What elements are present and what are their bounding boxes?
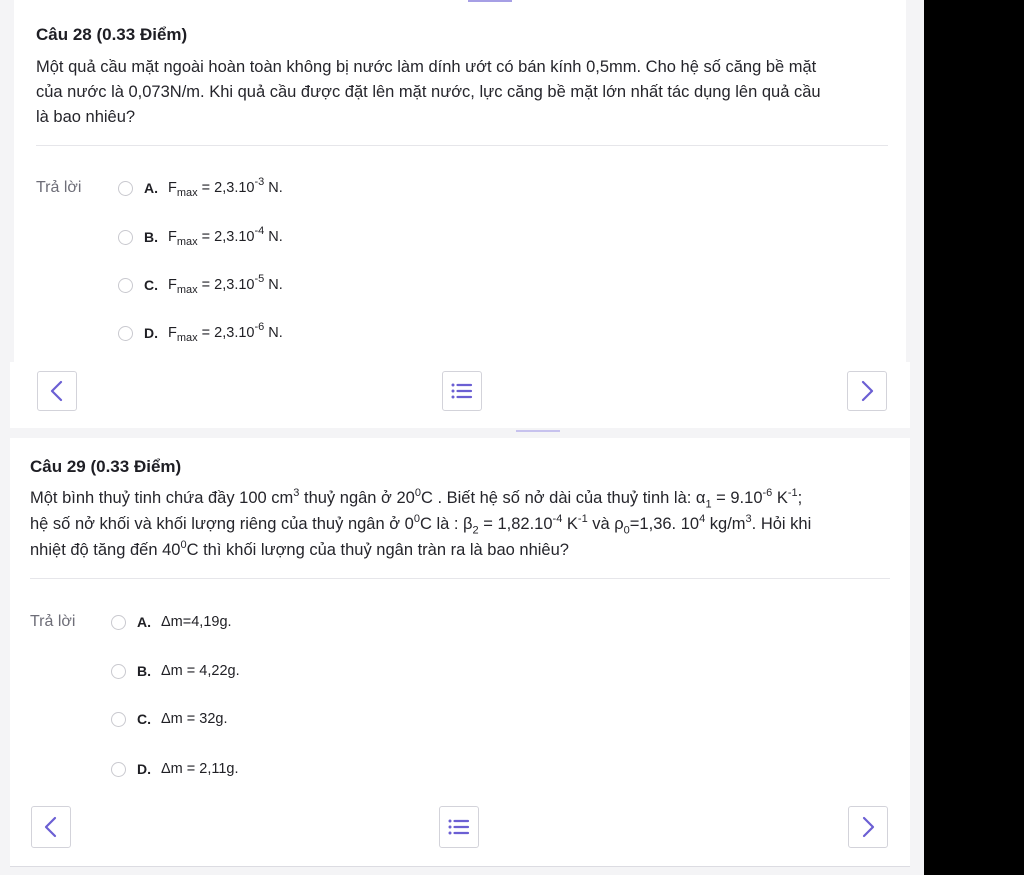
question-28-line-1: Một quả cầu mặt ngoài hoàn toàn không bị nước làm dính ướt có bán kính 0,5mm. Cho hệ số căng bề mặt: [36, 58, 817, 76]
top-accent-bar: [468, 0, 512, 2]
option-letter: B.: [137, 663, 151, 679]
q28-option-b[interactable]: [118, 225, 283, 248]
option-text: $F_{max} = 2,3.10^{-4}$ N.: [168, 225, 283, 248]
option-text: $F_{max} = 2,3.10^{-3}$ N.: [168, 176, 283, 199]
chevron-left-icon: [43, 816, 59, 838]
next-button[interactable]: [848, 806, 888, 848]
question-29-line-3: nhiệt độ tăng đến $40^0C$ thì khối lượng của thuỷ ngân tràn ra là bao nhiêu?: [30, 538, 569, 559]
option-text: Δm=4,19g.: [161, 614, 232, 630]
radio-button[interactable]: [118, 278, 133, 293]
option-letter: D.: [144, 325, 158, 341]
option-text: Δm = 4,22g.: [161, 663, 240, 679]
option-letter: C.: [144, 277, 158, 293]
bottom-divider: [10, 866, 910, 867]
option-letter: C.: [137, 711, 151, 727]
question-28-line-3: là bao nhiêu?: [36, 108, 136, 126]
chevron-right-icon: [860, 816, 876, 838]
previous-button[interactable]: [37, 371, 77, 411]
q29-option-c[interactable]: [111, 711, 228, 727]
option-text: $F_{max} = 2,3.10^{-5}$ N.: [168, 273, 283, 296]
radio-button[interactable]: [111, 762, 126, 777]
question-29-title: Câu 29 (0.33 Điểm): [30, 457, 182, 476]
chevron-left-icon: [49, 380, 65, 402]
list-icon: [447, 818, 471, 836]
option-letter: B.: [144, 229, 158, 245]
divider: [36, 145, 888, 146]
next-button[interactable]: [847, 371, 887, 411]
radio-button[interactable]: [118, 181, 133, 196]
radio-button[interactable]: [118, 326, 133, 341]
q28-option-a[interactable]: [118, 176, 283, 199]
radio-button[interactable]: [118, 230, 133, 245]
previous-button[interactable]: [31, 806, 71, 848]
option-letter: D.: [137, 761, 151, 777]
question-28-line-2: của nước là 0,073N/m. Khi quả cầu được đặt lên mặt nước, lực căng bề mặt lớn nhất tác dụng lên quả cầu: [36, 83, 821, 101]
question-28-title: Câu 28 (0.33 Điểm): [36, 25, 188, 44]
q28-option-c[interactable]: [118, 273, 283, 296]
answer-label: Trả lời: [30, 613, 76, 630]
option-text: Δm = 32g.: [161, 711, 228, 727]
q29-option-d[interactable]: [111, 761, 239, 777]
divider: [30, 578, 890, 579]
answer-label: Trả lời: [36, 179, 82, 196]
option-letter: A.: [137, 614, 151, 630]
option-text: $F_{max} = 2,3.10^{-6}$ N.: [168, 321, 283, 344]
radio-button[interactable]: [111, 664, 126, 679]
option-text: Δm = 2,11g.: [161, 761, 239, 777]
black-side-panel: [924, 0, 1024, 875]
list-icon: [450, 382, 474, 400]
radio-button[interactable]: [111, 615, 126, 630]
chevron-right-icon: [859, 380, 875, 402]
q28-option-d[interactable]: [118, 321, 283, 344]
question-29-line-2: hệ số nở khối và khối lượng riêng của thuỷ ngân ở $0^0C$ là : $\beta_2 = 1,82.10^{-4}$ $K^{-1}$ và $\rho_0=1,36$. $10^4$ $kg/m^3$. Hỏi khi: [30, 512, 812, 537]
section-accent-bar: [516, 430, 560, 432]
question-list-button[interactable]: [439, 806, 479, 848]
q29-option-a[interactable]: [111, 614, 232, 630]
option-letter: A.: [144, 180, 158, 196]
question-list-button[interactable]: [442, 371, 482, 411]
question-29-line-1: Một bình thuỷ tinh chứa đầy 100 $cm^3$ thuỷ ngân ở $20^0C$ . Biết hệ số nở dài của thuỷ tinh là: $\alpha_1 = 9.10^{-6}$ $K^{-1}$;: [30, 486, 803, 511]
q29-option-b[interactable]: [111, 663, 240, 679]
radio-button[interactable]: [111, 712, 126, 727]
